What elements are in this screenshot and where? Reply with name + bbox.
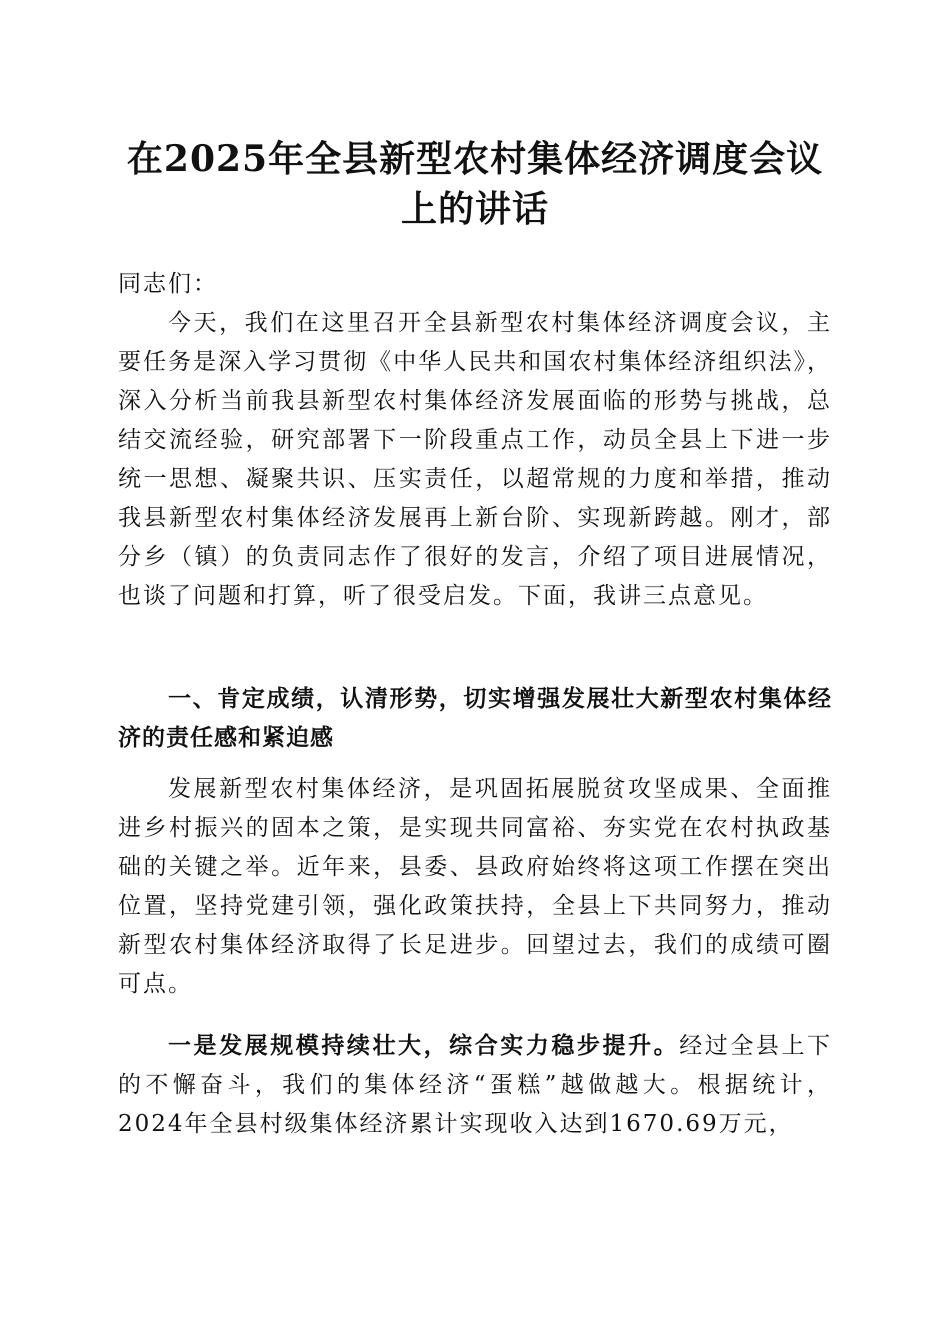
section-heading-1: 一、肯定成绩，认清形势，切实增强发展壮大新型农村集体经济的责任感和紧迫感 [118, 686, 832, 751]
opening-paragraph: 今天，我们在这里召开全县新型农村集体经济调度会议，主要任务是深入学习贯彻《中华人民共和国农村集体经济组织法》，深入分析当前我县新型农村集体经济发展面临的形势与挑战，总结交流经验，研究部署下一阶段重点工作，动员全县上下进一步统一思想、凝聚共识、压实责任，以超常规的力度和举措，推动我县新型农村集体经济发展再上新台阶、实现新跨越。刚才，部分乡（镇）的负责同志作了很好的发言，介绍了项目进展情况，也谈了问题和打算，听了很受启发。下面，我讲三点意见。 [118, 310, 832, 609]
development-scale-paragraph [118, 1026, 832, 1144]
section-1-paragraph: 发展新型农村集体经济，是巩固拓展脱贫攻坚成果、全面推进乡村振兴的固本之策，是实现共同富裕、夯实党在农村执政基础的关键之举。近年来，县委、县政府始终将这项工作摆在突出位置，坚持党建引领，强化政策扶持，全县上下共同努力，推动新型农村集体经济取得了长足进步。回望过去，我们的成绩可圈可点。 [118, 776, 832, 997]
salutation: 同志们： [118, 271, 218, 297]
document-title: 在2025年全县新型农村集体经济调度会议上的讲话 [126, 138, 824, 230]
paragraph-body-text: 经过全县上下的不懈奋斗，我们的集体经济“蛋糕”越做越大。根据统计，2024年全县村级集体经济累计实现收入达到1670.69万元， [118, 1033, 833, 1137]
paragraph-lead-sentence: 一是发展规模持续壮大，综合实力稳步提升。 [168, 1032, 680, 1059]
